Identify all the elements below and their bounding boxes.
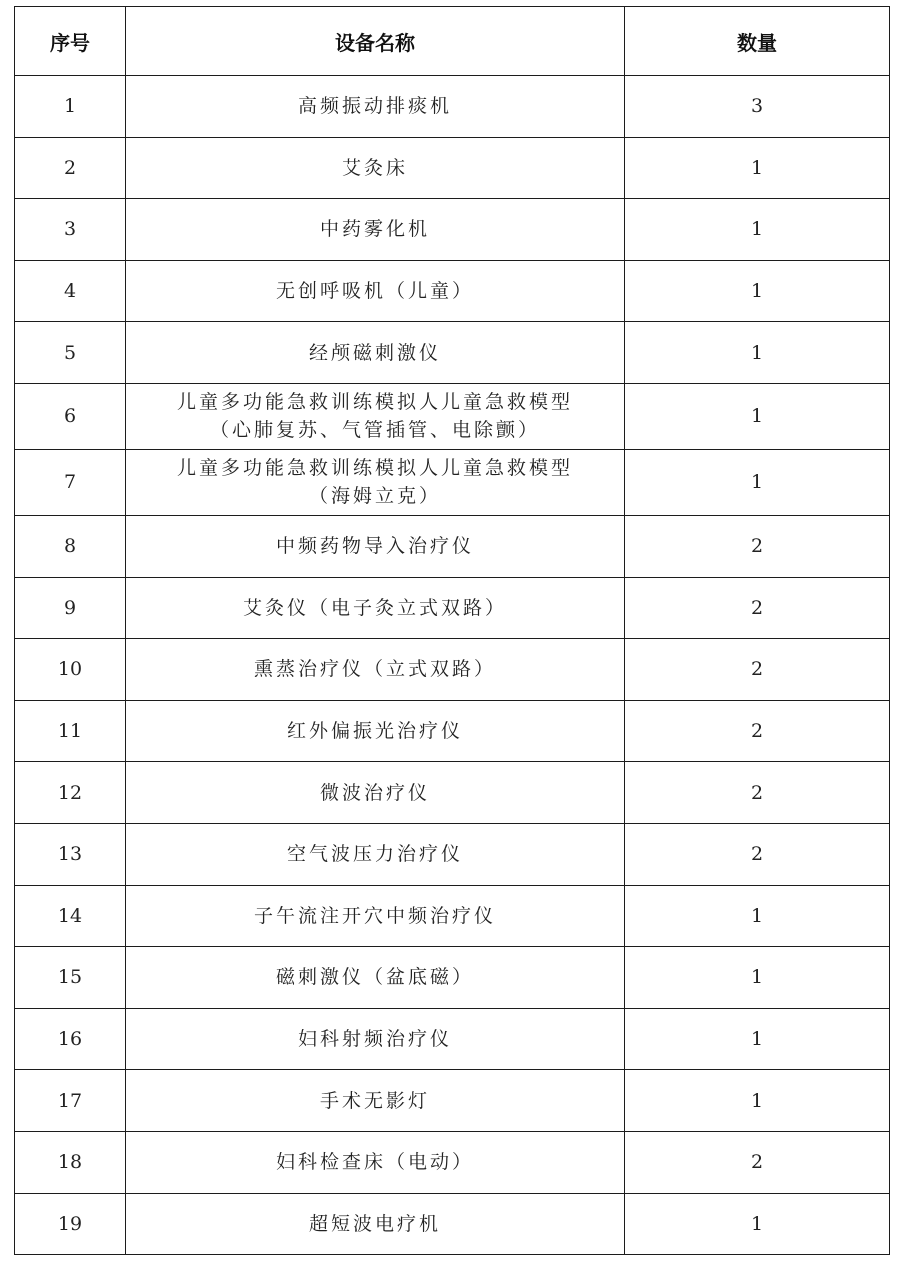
row-quantity: 1	[625, 947, 890, 1009]
row-equipment-name: 妇科射频治疗仪	[126, 1008, 625, 1070]
row-equipment-name: 中频药物导入治疗仪	[126, 515, 625, 577]
row-serial-number: 8	[15, 515, 126, 577]
row-quantity: 1	[625, 1008, 890, 1070]
table-header-row	[15, 7, 890, 76]
row-serial-number: 7	[15, 449, 126, 515]
row-quantity: 2	[625, 700, 890, 762]
row-equipment-name: 中药雾化机	[126, 199, 625, 261]
row-equipment-name: 红外偏振光治疗仪	[126, 700, 625, 762]
row-quantity: 3	[625, 76, 890, 138]
row-equipment-name: 艾灸床	[126, 137, 625, 199]
table-row	[15, 823, 890, 885]
row-serial-number: 18	[15, 1131, 126, 1193]
row-quantity: 1	[625, 383, 890, 449]
row-equipment-name: 经颅磁刺激仪	[126, 322, 625, 384]
row-quantity: 1	[625, 260, 890, 322]
row-equipment-name: 高频振动排痰机	[126, 76, 625, 138]
row-serial-number: 16	[15, 1008, 126, 1070]
row-quantity: 2	[625, 1131, 890, 1193]
table-row	[15, 137, 890, 199]
row-equipment-name: 妇科检查床（电动）	[126, 1131, 625, 1193]
header-equipment-name: 设备名称	[126, 7, 625, 76]
row-equipment-name: 磁刺激仪（盆底磁）	[126, 947, 625, 1009]
row-serial-number: 4	[15, 260, 126, 322]
equipment-table	[14, 6, 890, 1255]
table-row	[15, 947, 890, 1009]
row-quantity: 1	[625, 1193, 890, 1255]
table-row	[15, 260, 890, 322]
table-row	[15, 1070, 890, 1132]
row-serial-number: 10	[15, 639, 126, 701]
row-quantity: 2	[625, 639, 890, 701]
row-quantity: 1	[625, 1070, 890, 1132]
row-equipment-name: 微波治疗仪	[126, 762, 625, 824]
row-serial-number: 14	[15, 885, 126, 947]
row-serial-number: 13	[15, 823, 126, 885]
row-serial-number: 2	[15, 137, 126, 199]
row-serial-number: 12	[15, 762, 126, 824]
table-row	[15, 1193, 890, 1255]
row-equipment-name: 无创呼吸机（儿童）	[126, 260, 625, 322]
header-quantity: 数量	[625, 7, 890, 76]
row-serial-number: 9	[15, 577, 126, 639]
table-row	[15, 700, 890, 762]
row-equipment-name: 子午流注开穴中频治疗仪	[126, 885, 625, 947]
table-row	[15, 577, 890, 639]
row-serial-number: 19	[15, 1193, 126, 1255]
row-serial-number: 3	[15, 199, 126, 261]
table-row	[15, 449, 890, 515]
row-equipment-name: 艾灸仪（电子灸立式双路）	[126, 577, 625, 639]
row-equipment-name-line1: 儿童多功能急救训练模拟人儿童急救模型	[176, 391, 573, 414]
table-row	[15, 885, 890, 947]
table-row	[15, 1131, 890, 1193]
row-equipment-name: 手术无影灯	[126, 1070, 625, 1132]
row-serial-number: 15	[15, 947, 126, 1009]
row-quantity: 1	[625, 199, 890, 261]
table-row	[15, 515, 890, 577]
header-serial-number: 序号	[15, 7, 126, 76]
table-row	[15, 762, 890, 824]
row-quantity: 2	[625, 823, 890, 885]
row-serial-number: 1	[15, 76, 126, 138]
row-serial-number: 6	[15, 383, 126, 449]
row-equipment-name: 空气波压力治疗仪	[126, 823, 625, 885]
row-quantity: 2	[625, 577, 890, 639]
row-quantity: 1	[625, 322, 890, 384]
row-equipment-name	[126, 383, 625, 449]
table-row	[15, 199, 890, 261]
table-row	[15, 383, 890, 449]
row-equipment-name-line2: （心肺复苏、气管插管、电除颤）	[209, 419, 540, 442]
row-quantity: 1	[625, 449, 890, 515]
row-serial-number: 11	[15, 700, 126, 762]
row-equipment-name: 熏蒸治疗仪（立式双路）	[126, 639, 625, 701]
table-row	[15, 639, 890, 701]
row-quantity: 2	[625, 515, 890, 577]
row-equipment-name	[126, 449, 625, 515]
row-equipment-name: 超短波电疗机	[126, 1193, 625, 1255]
row-serial-number: 5	[15, 322, 126, 384]
row-quantity: 1	[625, 137, 890, 199]
row-equipment-name-line1: 儿童多功能急救训练模拟人儿童急救模型	[176, 457, 573, 480]
row-quantity: 1	[625, 885, 890, 947]
row-quantity: 2	[625, 762, 890, 824]
table-row	[15, 1008, 890, 1070]
table-row	[15, 76, 890, 138]
row-equipment-name-line2: （海姆立克）	[308, 485, 441, 508]
row-serial-number: 17	[15, 1070, 126, 1132]
table-row	[15, 322, 890, 384]
